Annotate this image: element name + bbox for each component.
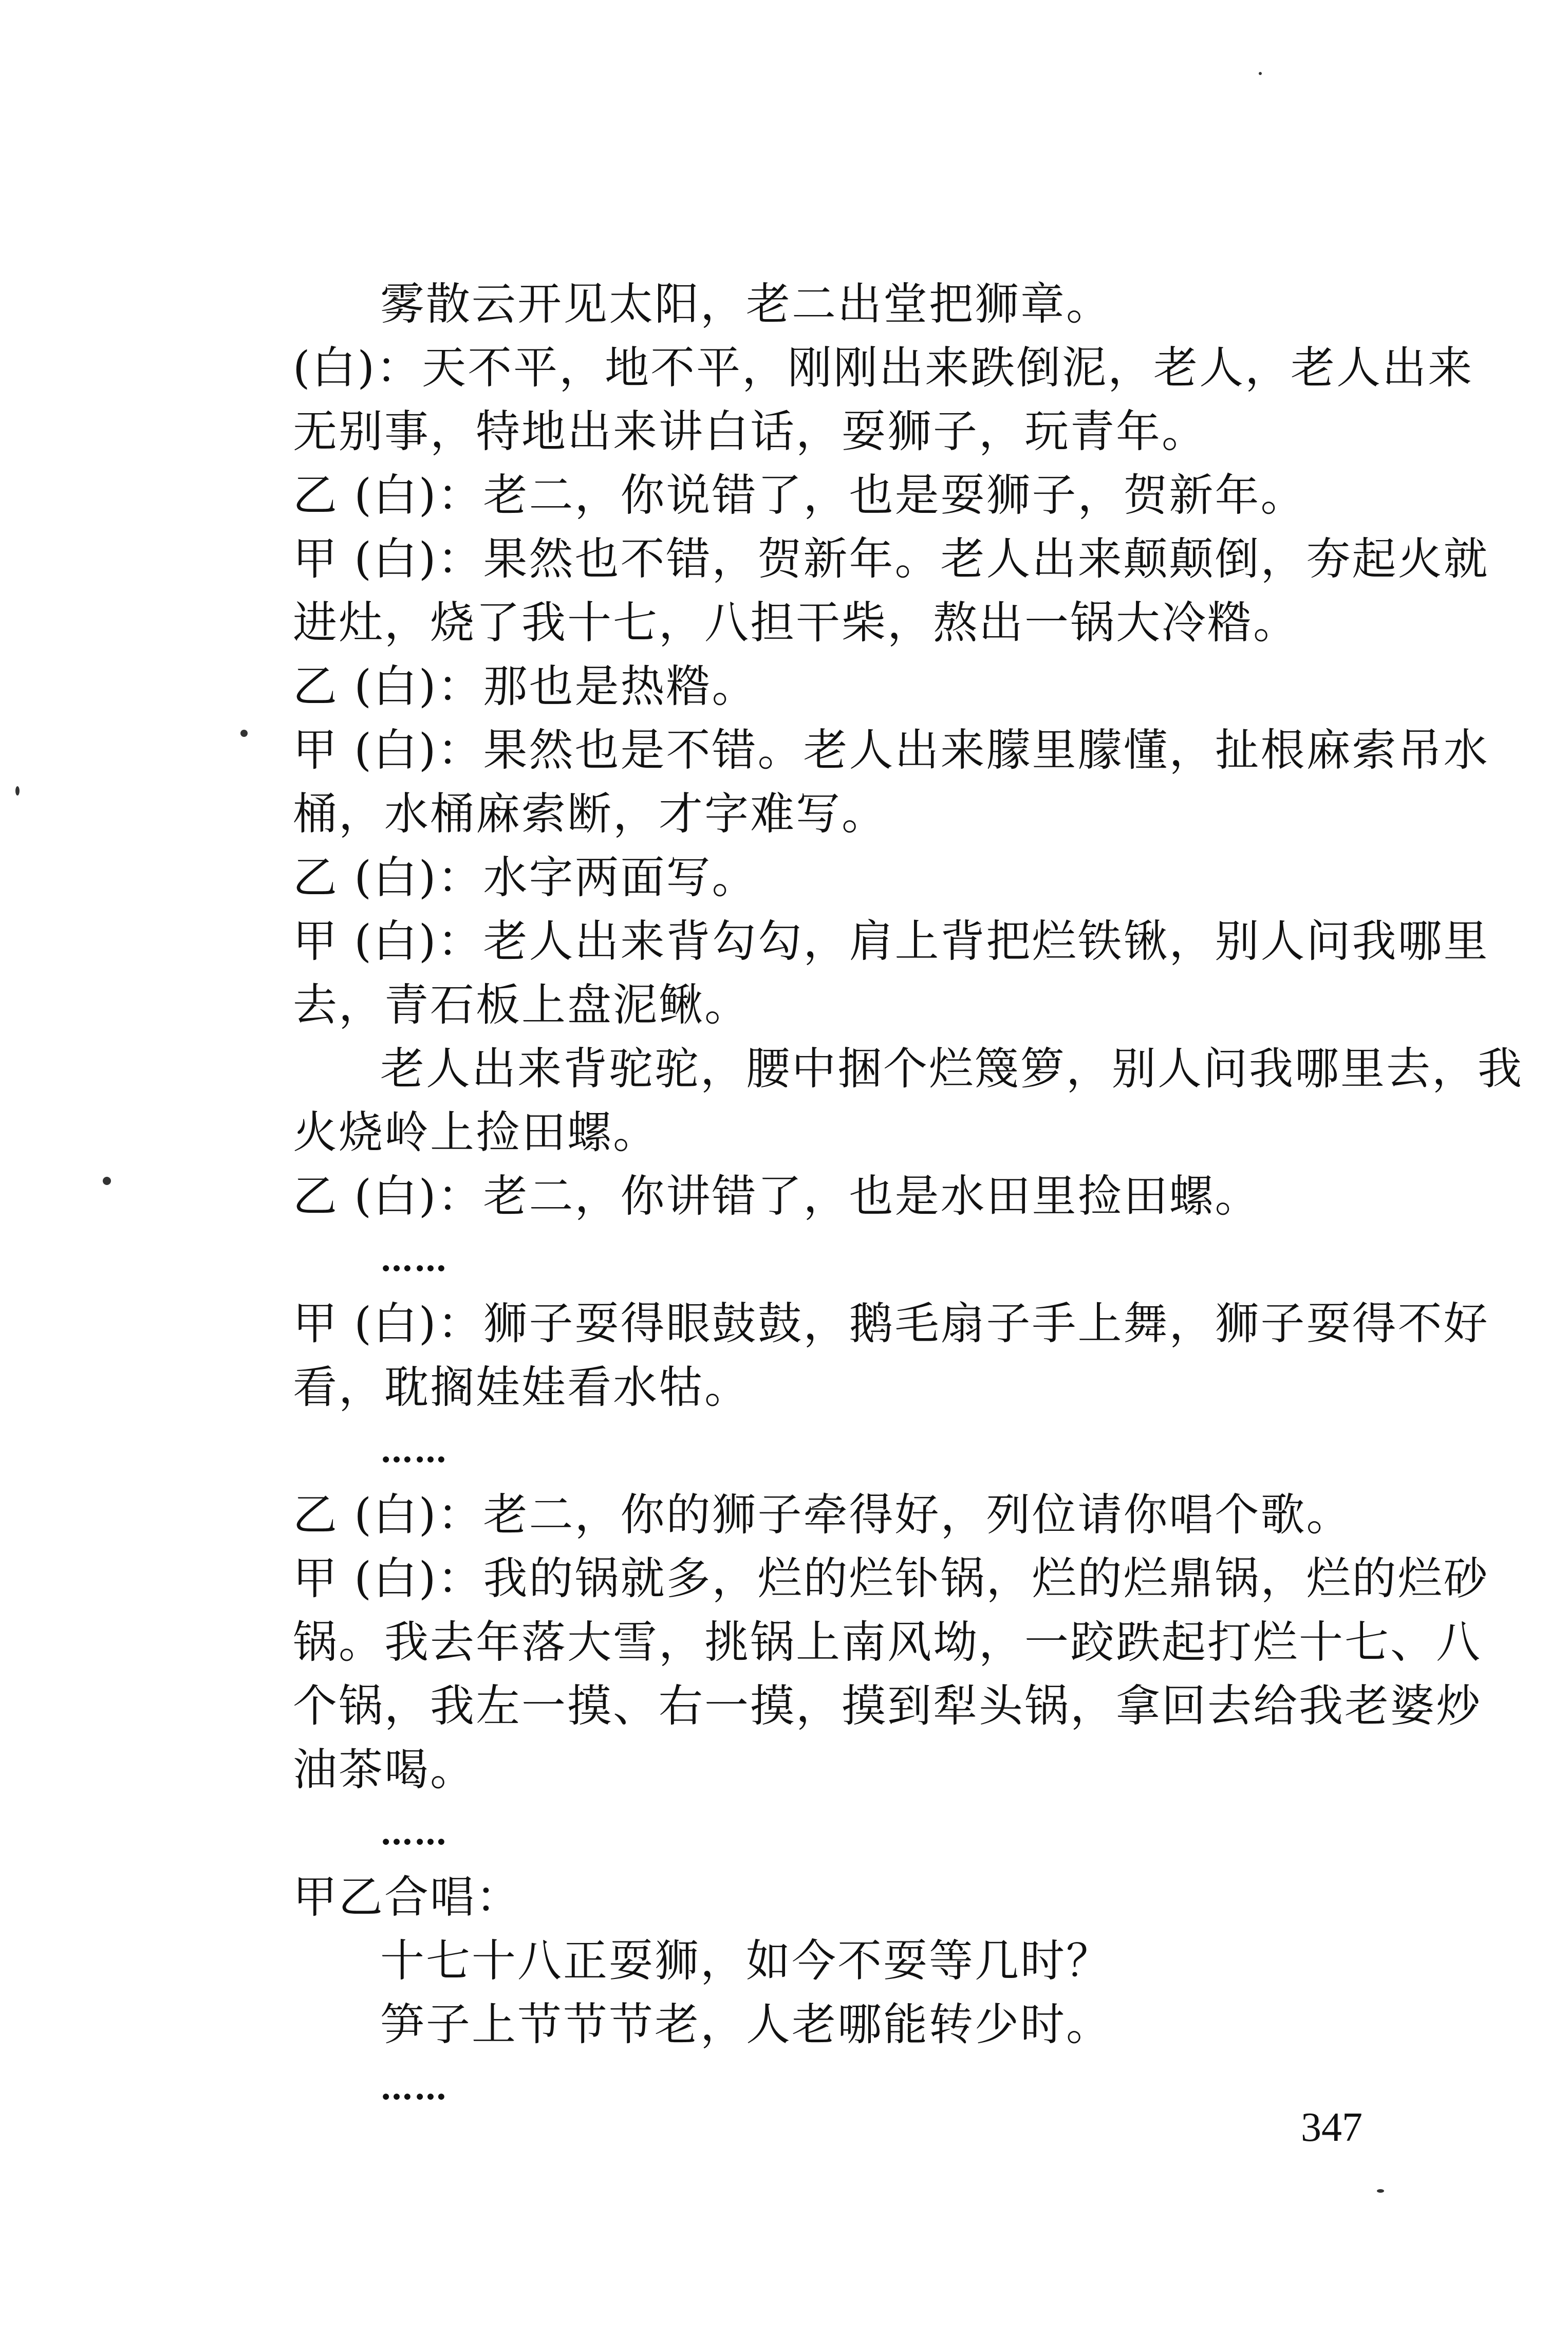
ellipsis-line: …… bbox=[380, 1241, 448, 1279]
text-line: 甲 (白)：果然也不错，贺新年。老人出来颠颠倒，夯起火就 bbox=[293, 533, 1489, 585]
text-line: 甲 (白)：果然也是不错。老人出来朦里朦懂，扯根麻索吊水 bbox=[293, 725, 1489, 776]
text-line: 个锅，我左一摸、右一摸，摸到犁头锅，拿回去给我老婆炒 bbox=[293, 1680, 1482, 1732]
text-line: 甲乙合唱： bbox=[293, 1872, 521, 1923]
text-line: 油茶喝。 bbox=[293, 1744, 476, 1796]
text-line: 甲 (白)：我的锅就多，烂的烂钋锅，烂的烂鼎锅，烂的烂砂 bbox=[293, 1553, 1489, 1604]
text-line: 锅。我去年落大雪，挑锅上南风坳，一跤跌起打烂十七、八 bbox=[293, 1617, 1482, 1668]
text-line: 看，耽搁娃娃看水牯。 bbox=[293, 1362, 750, 1413]
text-line: 乙 (白)：老二，你的狮子牵得好，列位请你唱个歌。 bbox=[293, 1489, 1352, 1541]
text-line: 甲 (白)：狮子耍得眼鼓鼓，鹅毛扇子手上舞，狮子耍得不好 bbox=[293, 1298, 1489, 1349]
text-line: 桶，水桶麻索断，才字难写。 bbox=[293, 788, 887, 840]
ellipsis-line: …… bbox=[380, 2069, 448, 2107]
ellipsis-line: …… bbox=[380, 1432, 448, 1470]
text-line: 乙 (白)：老二，你说错了，也是耍狮子，贺新年。 bbox=[293, 470, 1306, 521]
ellipsis-line: …… bbox=[380, 1814, 448, 1853]
scan-speck bbox=[1377, 2189, 1384, 2193]
text-line: 乙 (白)：那也是热糌。 bbox=[293, 661, 758, 712]
scan-speck bbox=[240, 730, 248, 737]
text-line: 乙 (白)：老二，你讲错了，也是水田里捡田螺。 bbox=[293, 1171, 1261, 1222]
text-line: 无别事，特地出来讲白话，耍狮子，玩青年。 bbox=[293, 406, 1207, 457]
text-line: 去，青石板上盘泥鳅。 bbox=[293, 979, 750, 1031]
scan-speck bbox=[103, 1177, 111, 1185]
text-line: 进灶，烧了我十七，八担干柴，熬出一锅大冷糌。 bbox=[293, 597, 1299, 649]
text-line: 甲 (白)：老人出来背勾勾，肩上背把烂铁锹，别人问我哪里 bbox=[293, 916, 1489, 967]
text-line: 老人出来背驼驼，腰中捆个烂篾箩，别人问我哪里去，我 bbox=[380, 1043, 1523, 1095]
text-body bbox=[293, 272, 1523, 2120]
text-line: 雾散云开见太阳，老二出堂把狮章。 bbox=[380, 279, 1112, 330]
text-line: 火烧岭上捡田螺。 bbox=[293, 1107, 659, 1158]
verse-line: 十七十八正耍狮，如今不耍等几时？ bbox=[380, 1935, 1112, 1987]
page-number: 347 bbox=[1301, 2105, 1362, 2150]
text-line: 乙 (白)：水字两面写。 bbox=[293, 852, 758, 903]
scan-speck bbox=[1259, 72, 1262, 75]
text-line: (白)：天不平，地不平，刚刚出来跌倒泥，老人，老人出来 bbox=[293, 342, 1474, 394]
scan-speck bbox=[15, 786, 20, 795]
verse-line: 笋子上节节节老，人老哪能转少时。 bbox=[380, 1999, 1112, 2050]
